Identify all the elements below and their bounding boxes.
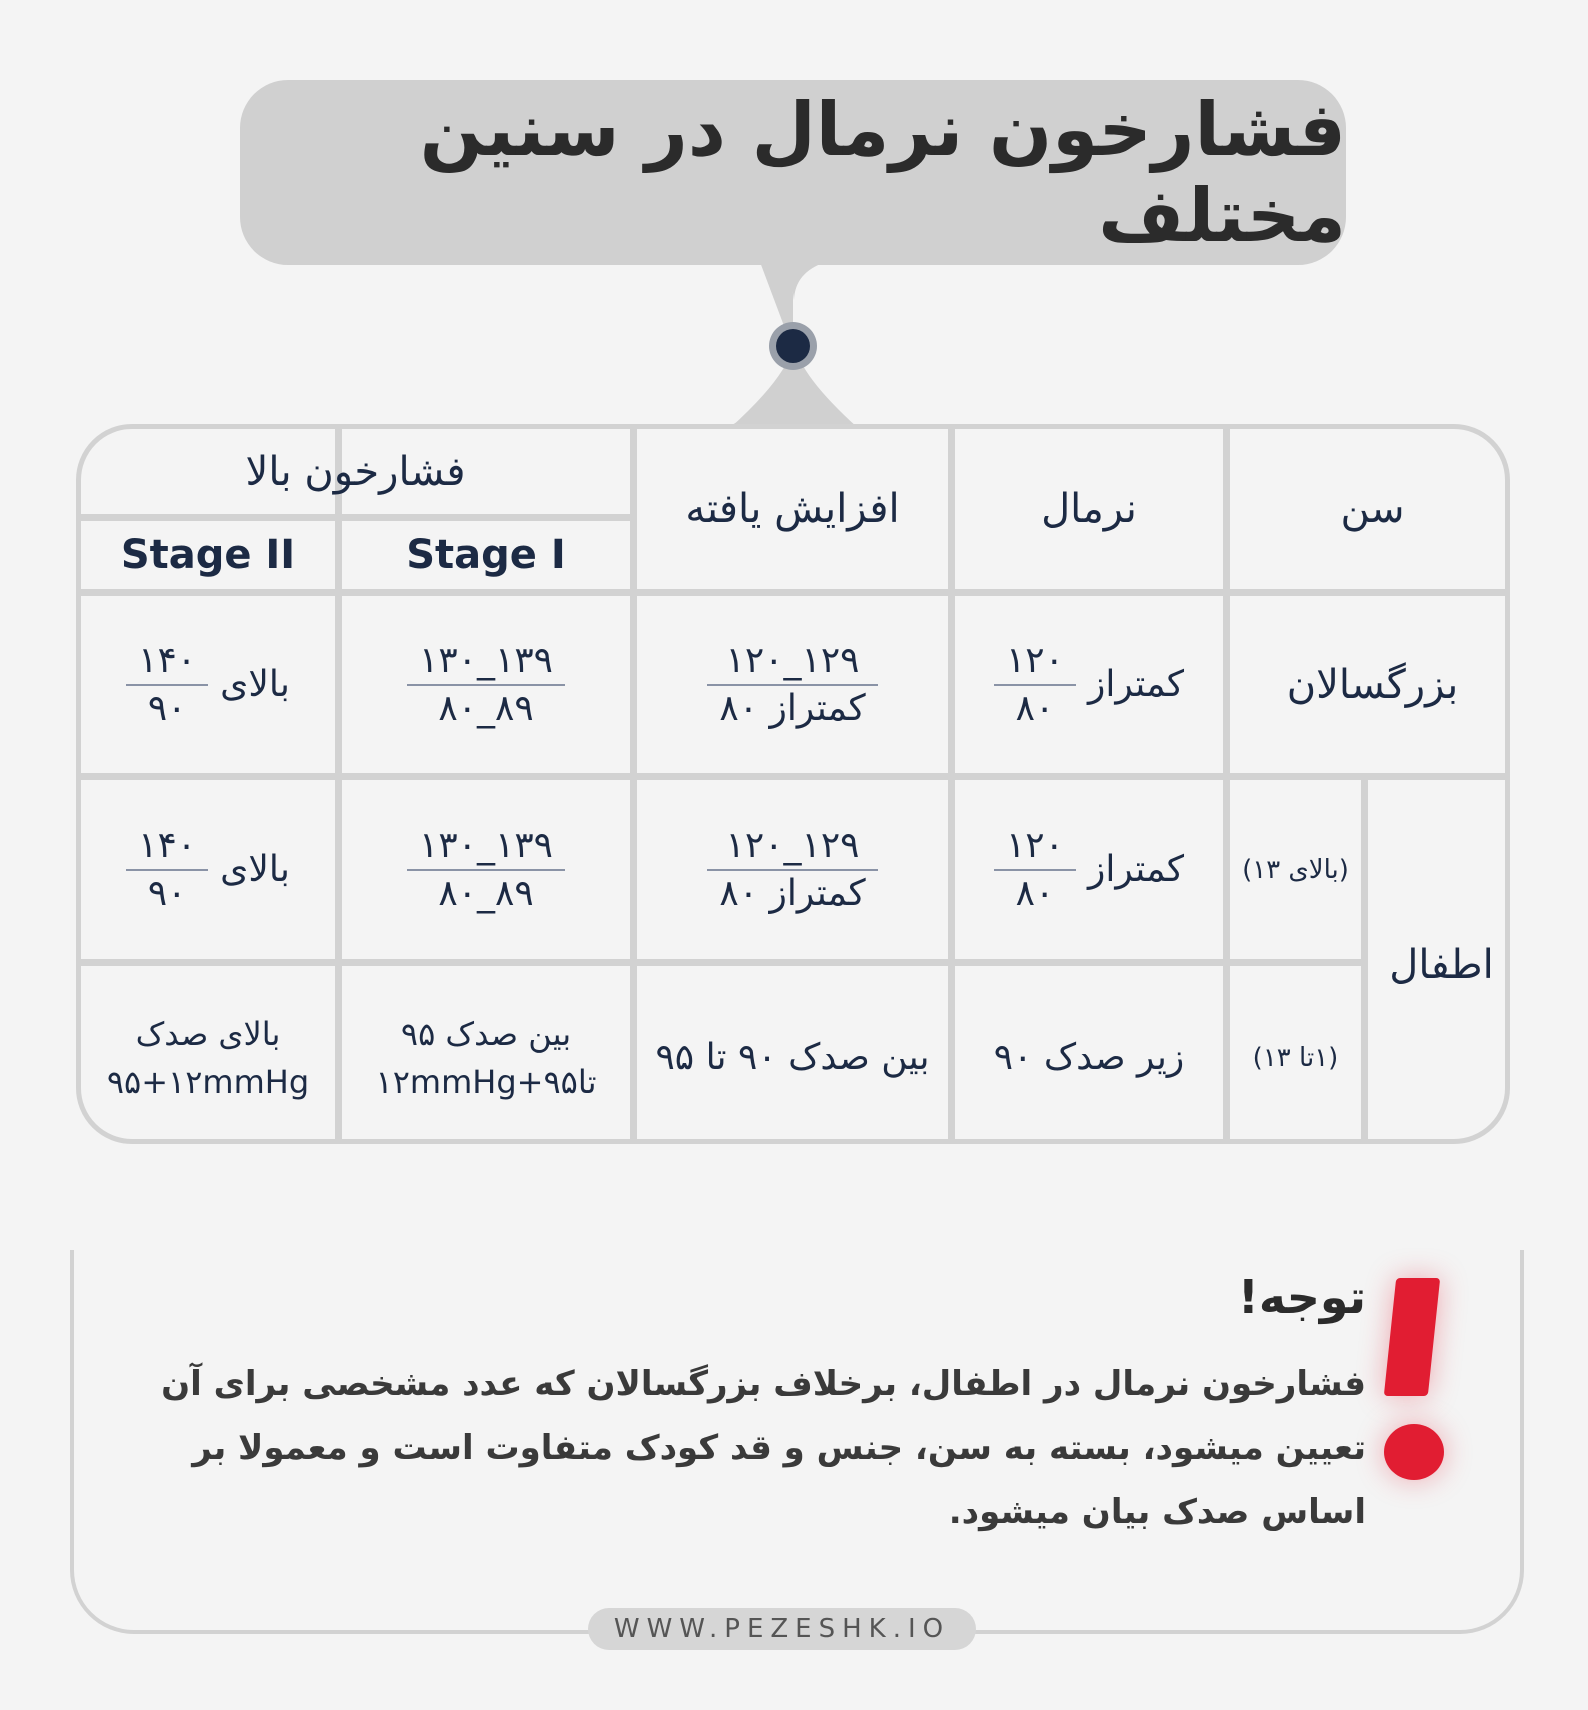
note-title: توجه! [1237, 1270, 1366, 1324]
children-1to13-stage1 [342, 966, 630, 1144]
adults-label: بزرگسالان [1286, 661, 1459, 708]
children-1to13-normal: زیر صدک ۹۰ [993, 1036, 1185, 1078]
children-label: اطفال [1389, 941, 1494, 988]
exclamation-dot-icon [1384, 1424, 1444, 1480]
children-over13-elevated [637, 780, 948, 959]
children-over13-stage1-den: ۸۰_۸۹ [438, 872, 534, 914]
adults-elevated-den: کمتراز ۸۰ [719, 687, 866, 729]
children-over13-normal-den: ۸۰ [1015, 872, 1055, 914]
children-over13-stage1-num: ۱۳۰_۱۳۹ [418, 824, 553, 866]
children-1to13-stage1-line1: بین صدک ۹۵ [400, 1014, 572, 1053]
children-1to13-stage2-line2: ۹۵+۱۲mmHg [106, 1062, 310, 1101]
header-age: سن [1340, 486, 1405, 532]
note-body: فشارخون نرمال در اطفال، برخلاف بزرگسالان که عدد مشخصی برای آن تعیین میشود، بسته به سن، جنس و قد کودک متفاوت است و معمولا بر اساس صدک بیان میشود. [161, 1364, 1366, 1532]
children-1to13-label: (۱تا ۱۳) [1252, 1042, 1339, 1073]
header-stage2: Stage II [120, 532, 296, 578]
adults-normal-num: ۱۲۰ [1005, 639, 1064, 681]
footer-url[interactable]: WWW.PEZESHK.IO [588, 1608, 976, 1650]
adults-normal [955, 596, 1223, 773]
children-1to13-stage1-line2: تا۹۵+۱۲mmHg [375, 1062, 597, 1101]
title-connector [0, 0, 1588, 440]
adults-elevated [637, 596, 948, 773]
adults-stage2-den: ۹۰ [147, 687, 187, 729]
adults-elevated-num: ۱۲۰_۱۲۹ [725, 639, 860, 681]
children-1to13-elevated: بین صدک ۹۰ تا ۹۵ [655, 1036, 930, 1078]
adults-stage2-prefix: بالای [220, 664, 290, 705]
bp-table [76, 424, 1510, 1144]
page-title: فشارخون نرمال در سنین مختلف [419, 86, 1346, 259]
children-over13-normal-prefix: کمتراز [1087, 849, 1185, 890]
adults-stage2-num: ۱۴۰ [138, 639, 197, 681]
children-1to13-stage2 [81, 966, 335, 1144]
children-over13-stage2-prefix: بالای [220, 849, 290, 890]
adults-stage1-den: ۸۰_۸۹ [438, 687, 534, 729]
children-over13-stage1 [342, 780, 630, 959]
header-elevated: افزایش یافته [685, 486, 900, 532]
children-over13-stage2 [81, 780, 335, 959]
children-over13-label: (بالای ۱۳) [1242, 854, 1349, 885]
children-over13-elevated-den: کمتراز ۸۰ [719, 872, 866, 914]
adults-stage1-num: ۱۳۰_۱۳۹ [418, 639, 553, 681]
header-normal: نرمال [1041, 486, 1137, 532]
adults-stage2 [81, 596, 335, 773]
adults-stage1 [342, 596, 630, 773]
children-over13-stage2-num: ۱۴۰ [138, 824, 197, 866]
children-over13-normal-num: ۱۲۰ [1005, 824, 1064, 866]
header-stage1: Stage I [406, 532, 566, 578]
adults-normal-den: ۸۰ [1015, 687, 1055, 729]
children-over13-normal [955, 780, 1223, 959]
adults-normal-prefix: کمتراز [1087, 664, 1185, 705]
children-1to13-stage2-line1: بالای صدک [135, 1014, 281, 1053]
header-high: فشارخون بالا [245, 448, 466, 495]
children-over13-elevated-num: ۱۲۰_۱۲۹ [725, 824, 860, 866]
children-over13-stage2-den: ۹۰ [147, 872, 187, 914]
